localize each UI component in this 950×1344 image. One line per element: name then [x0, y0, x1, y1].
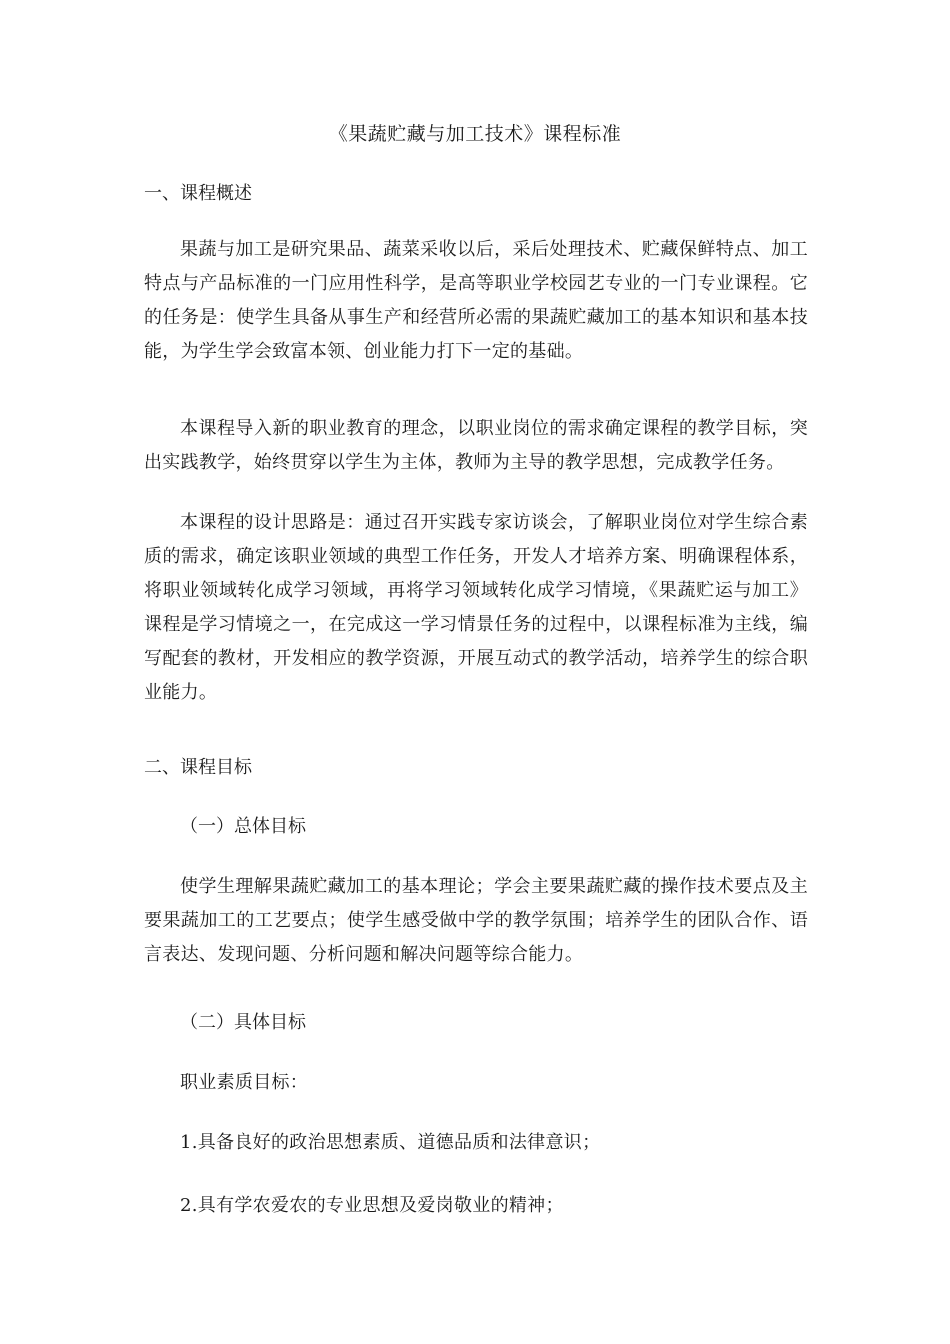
subsection-heading-overall: （一）总体目标: [180, 816, 306, 837]
overview-paragraph-2: 本课程导入新的职业教育的理念，以职业岗位的需求确定课程的教学目标，突出实践教学，始终贯穿以学生为主体，教师为主导的教学思想，完成教学任务。: [144, 418, 808, 473]
section-heading-overview: 一、课程概述: [144, 183, 252, 204]
subsection-heading-specific: （二）具体目标: [180, 1012, 306, 1033]
overall-objective-paragraph: 使学生理解果蔬贮藏加工的基本理论；学会主要果蔬贮藏的操作技术要点及主要果蔬加工的工艺要点；使学生感受做中学的教学氛围；培养学生的团队合作、语言表达、发现问题、分析问题和解决问题等综合能力。: [144, 876, 808, 965]
professional-quality-label: 职业素质目标：: [180, 1072, 309, 1093]
document-title: 《果蔬贮藏与加工技术》课程标准: [328, 123, 622, 145]
overview-paragraph-3: 本课程的设计思路是：通过召开实践专家访谈会，了解职业岗位对学生综合素质的需求，确定该职业领域的典型工作任务，开发人才培养方案、明确课程体系，将职业领域转化成学习领域，再将学习领域转化成学习情境，《果蔬贮运与加工》课程是学习情境之一，在完成这一学习情景任务的过程中，以课程标准为主线，编写配套的教材，开发相应的教学资源，开展互动式的教学活动，培养学生的综合职业能力。: [144, 512, 808, 703]
objective-item-1: 1.具备良好的政治思想素质、道德品质和法律意识；: [180, 1132, 601, 1153]
objective-item-2: 2.具有学农爱农的专业思想及爱岗敬业的精神；: [180, 1195, 564, 1216]
overview-paragraph-1: 果蔬与加工是研究果品、蔬菜采收以后，采后处理技术、贮藏保鲜特点、加工特点与产品标准的一门应用性科学，是高等职业学校园艺专业的一门专业课程。它的任务是：使学生具备从事生产和经营所必需的果蔬贮藏加工的基本知识和基本技能，为学生学会致富本领、创业能力打下一定的基础。: [144, 239, 808, 362]
section-heading-objectives: 二、课程目标: [144, 757, 252, 778]
